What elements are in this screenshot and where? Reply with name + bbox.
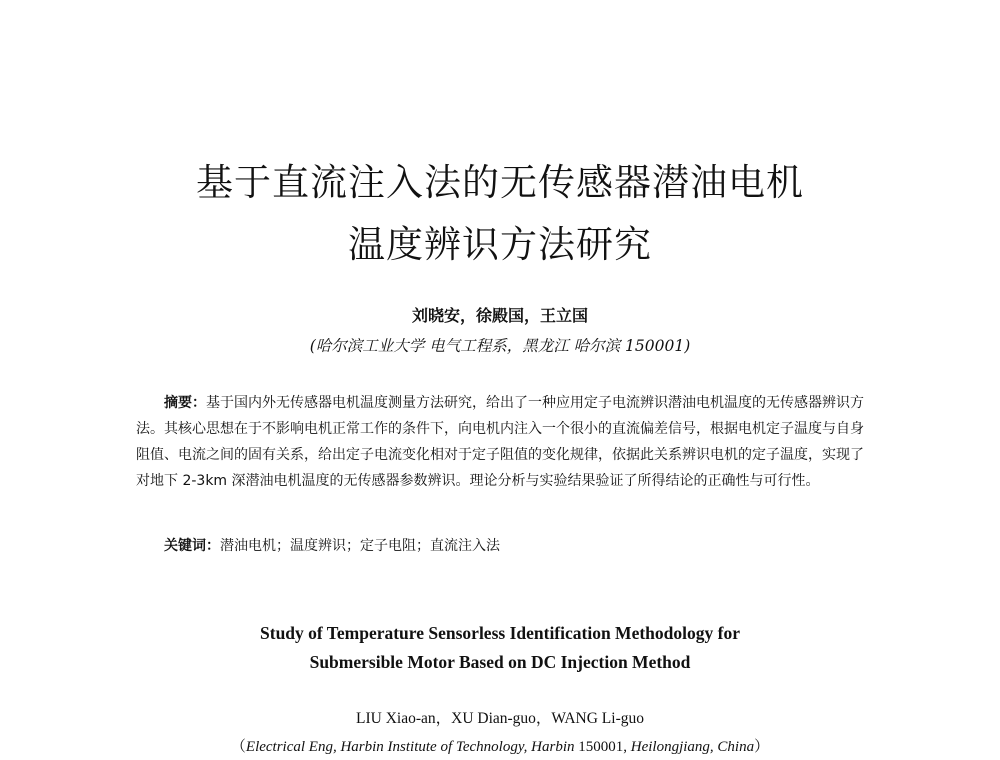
chinese-title-line-1: 基于直流注入法的无传感器潜油电机 <box>196 161 804 204</box>
affiliation-department: Electrical Eng, Harbin Institute of Technology, Harbin <box>245 739 575 755</box>
english-affiliation <box>0 737 1000 757</box>
abstract-text: 基于国内外无传感器电机温度测量方法研究，给出了一种应用定子电流辨识潜油电机温度的无传感器辨识方法。其核心思想在于不影响电机正常工作的条件下，向电机内注入一个很小的直流偏差信号，根据电机定子温度与自身阻值、电流之间的固有关系，给出定子电流变化相对于定子阻值的变化规律，依据此关系辨识电机的定子温度，实现了对地下 2-3km 深潜油电机温度的无传感器参数辨识。理论分析与实验结果验证了所得结论的正确性与可行性。 <box>136 395 864 489</box>
chinese-authors: 刘晓安，徐殿国，王立国 <box>411 306 588 325</box>
english-authors: LIU Xiao-an，XU Dian-guo，WANG Li-guo <box>356 710 644 727</box>
keywords-text: 潜油电机；温度辨识；定子电阻；直流注入法 <box>220 538 500 554</box>
affiliation-open-paren: （ <box>230 739 246 755</box>
affiliation-zip: 150001, <box>574 739 631 755</box>
chinese-title-line-2: 温度辨识方法研究 <box>348 223 652 266</box>
affiliation-close-paren: ） <box>754 739 770 755</box>
keywords-label: 关键词： <box>164 538 220 554</box>
abstract-label: 摘要： <box>164 395 206 411</box>
english-title-line-2: Submersible Motor Based on DC Injection Method <box>309 652 691 672</box>
english-title-line-1: Study of Temperature Sensorless Identification Methodology for <box>260 623 740 643</box>
affiliation-region: Heilongjiang, China <box>630 739 755 755</box>
chinese-keywords <box>164 536 500 556</box>
chinese-affiliation: (哈尔滨工业大学 电气工程系，黑龙江 哈尔滨 150001) <box>309 337 691 355</box>
chinese-abstract <box>136 390 864 494</box>
